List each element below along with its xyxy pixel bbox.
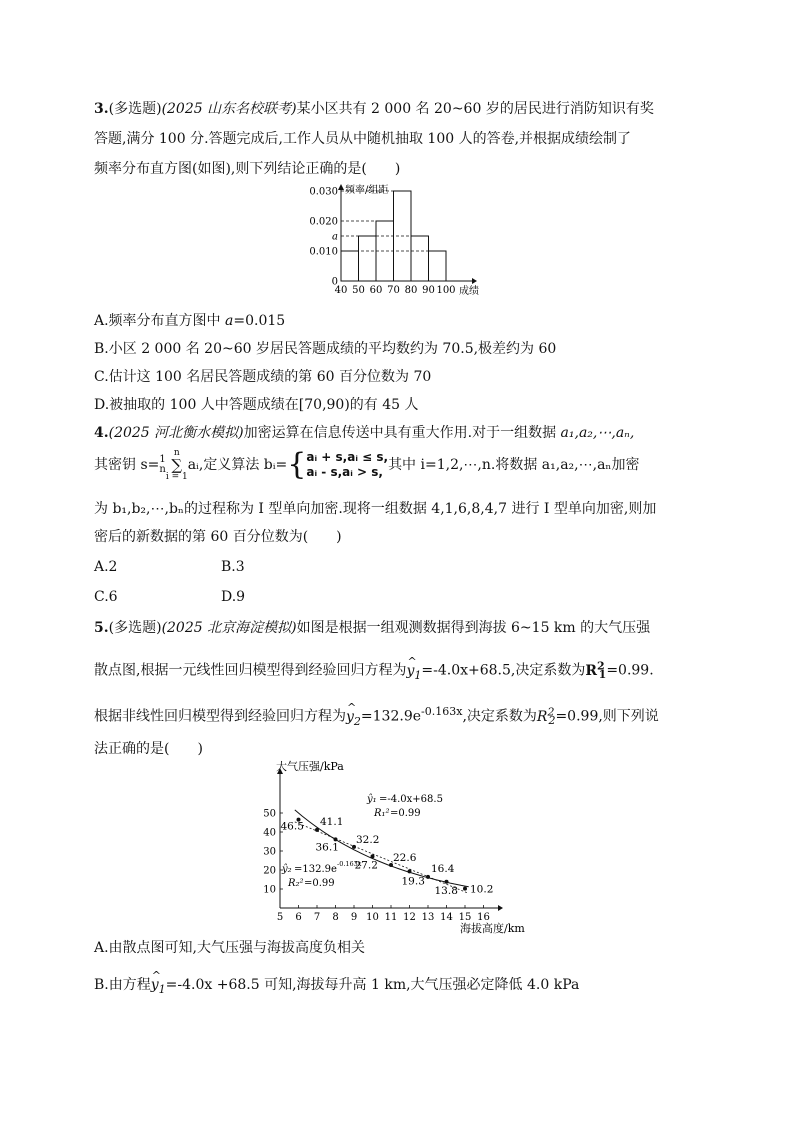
scatter-point: [315, 828, 319, 832]
q3-line-3: 频率分布直方图(如图),则下列结论正确的是( ): [94, 161, 401, 177]
scatter-plot: [263, 759, 525, 935]
q4-text-1: 加密运算在信息传送中具有重大作用.对于一组数据: [243, 425, 561, 441]
scatter-x-tick-label: 15: [458, 912, 472, 923]
scatter-point-label: 46.5: [280, 820, 304, 833]
q4-fraction-top: 1: [159, 454, 166, 465]
hist-x-tick-label: 90: [422, 285, 435, 296]
scatter-x-tick-label: 6: [295, 912, 302, 923]
q5-line-2: [94, 657, 654, 684]
scatter-nonlinear-eq-lhs: ŷ₂: [282, 864, 292, 875]
scatter-x-tick-label: 5: [276, 912, 284, 923]
q3-text-1: 某小区共有 2 000 名 20~60 岁的居民进行消防知识有奖: [296, 101, 654, 117]
scatter-x-axis-label: 海拔高度/km: [460, 922, 525, 935]
hist-x-tick-label: 80: [404, 285, 418, 296]
scatter-linear-eq: =-4.0x+68.5: [379, 794, 443, 805]
hist-x-tick-label: 100: [436, 285, 456, 296]
q5-r2-squared: $R^2_2$: [536, 705, 556, 728]
scatter-linear-r2-lhs: R₁²: [374, 808, 390, 819]
q5-text-1: 如图是根据一组观测数据得到海拔 6~15 km 的大气压强: [296, 620, 651, 636]
q4-sum-symbol: [166, 449, 188, 482]
q3-line-2: 答题,满分 100 分.答题完成后,工作人员从中随机抽取 100 人的答卷,并根据成绩绘制了: [94, 131, 632, 147]
q3-number: 3.: [94, 101, 109, 117]
scatter-x-tick-label: 16: [477, 912, 490, 923]
scatter-point-label: 19.3: [401, 875, 425, 888]
q4-option-a: A.2: [94, 559, 118, 575]
scatter-point-label: 32.2: [356, 833, 380, 846]
q4-sequence: a₁,a₂,⋯,aₙ,: [560, 425, 635, 441]
hist-y-tick-label: 0.030: [309, 186, 338, 198]
q5-option-b: [94, 976, 579, 999]
scatter-point-label: 10.2: [470, 883, 494, 896]
scatter-linear-eq-lhs: ŷ₁: [367, 794, 377, 805]
q5-option-b-text-2: =-4.0x +68.5 可知,海拔每升高 1 km,大气压强必定降低 4.0 kPa: [165, 977, 580, 993]
q4-key-def: aᵢ,定义算法 bᵢ=: [187, 457, 288, 473]
scatter-nonlinear-r2-lhs: R₂²: [288, 878, 304, 889]
q4-sum-top: n: [173, 447, 180, 458]
q3-option-b: B.小区 2 000 名 20~60 岁居民答题成绩的平均数约为 70.5,极差约为 60: [94, 341, 557, 357]
hist-bar: [429, 251, 447, 281]
scatter-y-tick-label: 10: [263, 884, 276, 896]
q4-fraction-bottom: n: [159, 464, 166, 475]
hist-x-axis-label: 成绩: [459, 286, 479, 297]
q4-case-1: aᵢ + s,aᵢ ≤ s,: [306, 450, 389, 464]
q4-case-2: aᵢ - s,aᵢ > s,: [306, 465, 383, 479]
q5-text-2b: =-4.0x+68.5,决定系数为: [421, 662, 586, 679]
hist-x-tick-label: 60: [369, 285, 383, 296]
q4-option-d: D.9: [221, 589, 246, 605]
q4-number: 4.: [94, 425, 109, 441]
scatter-x-tick-label: 10: [366, 912, 379, 923]
q3-option-a-value: =0.015: [233, 313, 286, 329]
scatter-nonlinear-exponent: -0.163x: [337, 860, 362, 868]
scatter-x-tick-label: 8: [332, 912, 339, 923]
q5-line-3: [94, 703, 659, 730]
q3-option-d: D.被抽取的 100 人中答题成绩在[70,90)的有 45 人: [94, 397, 419, 413]
q5-number: 5.: [94, 620, 109, 636]
scatter-y-tick-label: 20: [263, 865, 276, 877]
scatter-nonlinear-r2: =0.99: [304, 878, 335, 889]
scatter-point-label: 27.2: [354, 859, 378, 872]
q5-line-4: 法正确的是( ): [94, 741, 203, 757]
scatter-x-tick-label: 14: [440, 912, 453, 923]
hist-y-axis-label: 频率/组距: [345, 185, 389, 196]
q5-option-b-text-1: B.由方程: [94, 977, 151, 993]
scatter-point: [463, 887, 467, 891]
q3-option-a-var: a: [225, 313, 234, 329]
hist-x-tick-label: 40: [334, 285, 348, 296]
hist-bar: [411, 236, 429, 281]
q4-line-4: 密后的新数据的第 60 百分位数为( ): [94, 529, 342, 545]
scatter-y-tick-label: 50: [263, 808, 276, 820]
q5-option-b-y1-hat: ^ $y_1$: [151, 976, 166, 999]
q4-source: (2025 河北衡水模拟): [108, 425, 244, 441]
q3-option-a: [94, 312, 285, 330]
scatter-y-axis-label: 大气压强/kPa: [276, 760, 344, 773]
scatter-point-label: 36.1: [315, 841, 339, 854]
scatter-y-tick-label: 40: [263, 827, 276, 839]
q5-exponent: -0.163x: [421, 705, 463, 718]
q5-source: (2025 北京海淀模拟): [161, 620, 297, 636]
q5-r1-squared: $R^2_1$: [585, 659, 607, 682]
scatter-nonlinear-eq: =132.9e: [294, 864, 337, 875]
q4-sum-bottom: i = 1: [165, 471, 188, 482]
scatter-x-arrow-icon: [498, 905, 503, 911]
scatter-x-tick-label: 13: [421, 912, 435, 923]
hist-y-tick-label: 0: [331, 276, 338, 288]
hist-y-tick-label: 0.020: [309, 216, 338, 228]
hist-y-tick-label: 0.010: [309, 246, 338, 258]
q4-line-2: [94, 448, 639, 488]
scatter-point: [371, 854, 375, 858]
q5-text-3c: ,决定系数为: [462, 708, 537, 725]
q5-line-1: [94, 619, 650, 637]
hist-bar: [359, 236, 377, 281]
scatter-chart: [250, 762, 540, 934]
scatter-point-label: 16.4: [431, 862, 455, 875]
q4-line-1: [94, 424, 634, 442]
scatter-point: [445, 880, 449, 884]
q5-text-3d: =0.99,则下列说: [555, 708, 659, 725]
scatter-x-tick-label: 9: [350, 912, 358, 923]
hist-x-tick-label: 50: [352, 285, 365, 296]
scatter-linear-r2: =0.99: [390, 808, 421, 819]
scatter-x-tick-label: 11: [384, 912, 398, 923]
q5-y2-hat: ^ $y_2$: [346, 708, 361, 731]
q4-option-b: B.3: [221, 559, 245, 575]
scatter-point-label: 22.6: [393, 852, 417, 865]
scatter-point-label: 41.1: [320, 815, 344, 828]
hist-y-tick-label: a: [332, 231, 338, 243]
q3-option-a-text: A.频率分布直方图中: [94, 313, 226, 329]
histogram-chart: [309, 182, 500, 300]
q4-option-c: C.6: [94, 589, 118, 605]
q5-option-a: A.由散点图可知,大气压强与海拔高度负相关: [94, 940, 366, 956]
q4-line-3: 为 b₁,b₂,⋯,bₙ的过程称为 I 型单向加密.现将一组数据 4,1,6,8,4,7 进行 I 型单向加密,则加: [94, 501, 657, 517]
scatter-point: [408, 869, 412, 873]
scatter-point: [426, 875, 430, 879]
q5-text-3b: =132.9e: [360, 708, 422, 725]
q5-text-2a: 散点图,根据一元线性回归模型得到经验回归方程为: [94, 662, 407, 679]
q3-line-1: [94, 100, 654, 118]
q5-y1-hat: ^ $y_1$: [406, 662, 421, 685]
q4-cases: [306, 450, 388, 480]
q4-brace-icon: {: [287, 447, 307, 482]
q3-source: (2025 山东名校联考): [161, 101, 297, 117]
scatter-point-label: 13.8: [434, 884, 458, 897]
q4-key-tail: 其中 i=1,2,⋯,n.将数据 a₁,a₂,⋯,aₙ加密: [388, 457, 640, 473]
q3-type-tag: (多选题): [108, 101, 162, 117]
q5-text-2c: =0.99.: [606, 662, 654, 679]
histogram-plot: [309, 183, 479, 297]
hist-x-arrow-icon: [472, 278, 477, 284]
hist-y-arrow-icon: [338, 184, 344, 190]
scatter-x-tick-label: 12: [403, 912, 416, 923]
hist-bar: [341, 251, 359, 281]
q5-type-tag: (多选题): [108, 620, 162, 636]
scatter-x-tick-label: 7: [313, 912, 321, 923]
q5-text-3a: 根据非线性回归模型得到经验回归方程为: [94, 708, 346, 725]
scatter-y-tick-label: 30: [263, 846, 276, 858]
q4-sigma-icon: ∑: [171, 455, 183, 474]
q4-key-label: 其密钥 s=: [94, 457, 160, 473]
hist-x-tick-label: 70: [387, 285, 400, 296]
q3-option-c: C.估计这 100 名居民答题成绩的第 60 百分位数为 70: [94, 369, 432, 385]
